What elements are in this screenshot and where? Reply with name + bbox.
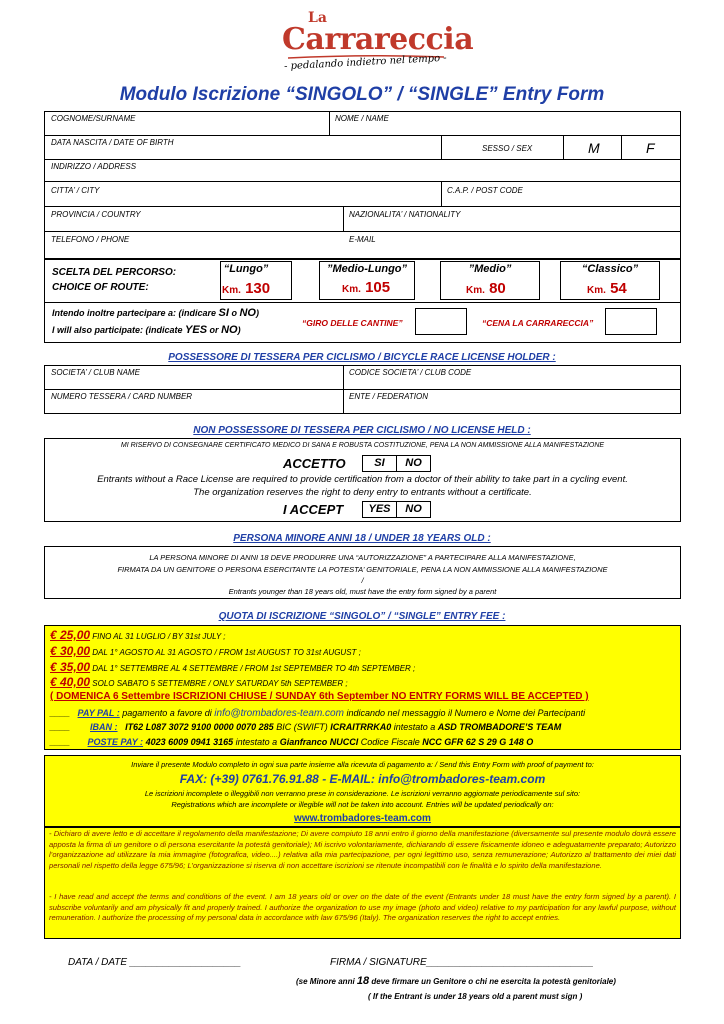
extras-it-text: Intendo inoltre partecipare a: (indicare SI o NO) — [52, 307, 259, 319]
no-license-en-text2: The organization reserves the right to deny entry to entrants without a certificate. — [193, 487, 532, 498]
minor-line2: FIRMATA DA UN GENITORE O PERSONA ESERCITANTE LA POTESTA’ GENITORIALE, PENA LA NON AMMISSIONE ALLA MANIFESTAZIONE — [117, 565, 608, 574]
sex-m-option[interactable]: M — [588, 140, 600, 156]
route-name: “Lungo” — [223, 263, 269, 275]
logo-la: La — [308, 10, 327, 26]
accetto-label: ACCETTO — [283, 456, 346, 471]
minor-line1: LA PERSONA MINORE DI ANNI 18 DEVE PRODURRE UNA “AUTORIZZAZIONE” A PARTECIPARE ALLA MANIFESTAZIONE, — [149, 553, 576, 562]
logo-tagline: - pedalando indietro nel tempo - — [283, 52, 447, 73]
email-field[interactable]: E-MAIL — [349, 235, 376, 244]
website-link[interactable]: www.trombadores-team.com — [294, 813, 431, 824]
city-field[interactable]: CITTA’ / CITY — [51, 186, 100, 195]
closed-notice: ( DOMENICA 6 Settembre ISCRIZIONI CHIUSE / SUNDAY 6th September NO ENTRY FORMS WILL BE ACCEPTED ) — [50, 691, 589, 702]
event-giro-cantine: “GIRO DELLE CANTINE” — [302, 318, 403, 328]
sex-label: SESSO / SEX — [482, 144, 533, 153]
club-code-field[interactable]: CODICE SOCIETA’ / CLUB CODE — [349, 368, 472, 377]
logo — [280, 8, 474, 73]
event-cena: “CENA LA CARRARECCIA” — [482, 318, 594, 328]
minor-line4: Entrants younger than 18 years old, must have the entry form signed by a parent — [228, 587, 497, 596]
page-title: Modulo Iscrizione “SINGOLO” / “SINGLE” Entry Form — [119, 84, 605, 105]
date-field[interactable]: DATA / DATE ____________________ — [68, 957, 242, 968]
fee-row: € 40,00 SOLO SABATO 5 SETTEMBRE / ONLY SATURDAY 5th SEPTEMBER ; — [50, 675, 348, 689]
send-contact: FAX: (+39) 0761.76.91.88 - E-MAIL: info@trombadores-team.com — [179, 772, 546, 786]
fee-row: € 30,00 DAL 1° AGOSTO AL 31 AGOSTO / FROM 1st AUGUST TO 31st AUGUST ; — [50, 644, 361, 658]
i-accept-no-label: NO — [405, 503, 422, 515]
route-km: Km. 130 — [222, 280, 271, 297]
route-label-en: CHOICE OF ROUTE: — [52, 282, 149, 293]
postepay-row: ____ POSTE PAY : 4023 6009 0941 3165 intestato a Gianfranco NUCCI Codice Fiscale NCC GFR 62 S 29 G 148 O — [50, 737, 534, 747]
dob-field[interactable]: DATA NASCITA / DATE OF BIRTH — [51, 138, 174, 147]
send-line3: Le iscrizioni incomplete o illeggibili non verranno prese in considerazione. Le iscrizioni verranno aggiornate periodicamente sul sito: — [144, 789, 581, 798]
route-name: “Classico” — [581, 263, 639, 275]
card-number-field[interactable]: NUMERO TESSERA / CARD NUMBER — [51, 392, 193, 401]
phone-field[interactable]: TELEFONO / PHONE — [51, 235, 130, 244]
logo-name: Carrareccia — [282, 22, 474, 57]
fee-heading: QUOTA DI ISCRIZIONE “SINGOLO” / “SINGLE” ENTRY FEE : — [218, 611, 506, 622]
name-field[interactable]: NOME / NAME — [335, 114, 389, 123]
federation-field[interactable]: ENTE / FEDERATION — [349, 392, 428, 401]
no-license-it-text: MI RISERVO DI CONSEGNARE CERTIFICATO MEDICO DI SANA E ROBUSTA COSTITUZIONE, PENA LA NON AMMISSIONE ALLA MANIFESTAZIONE — [120, 442, 605, 449]
accetto-si-label: SI — [374, 457, 385, 469]
i-accept-yes-label: YES — [368, 503, 391, 515]
signature-note2: ( If the Entrant is under 18 years old a parent must sign ) — [368, 992, 583, 1001]
route-km: Km. 105 — [342, 279, 391, 296]
iban-row: ____ IBAN : IT62 L087 3072 9100 0000 0070 285 BIC (SWIFT) ICRAITRRKA0 intestato a ASD TROMBADORE’S TEAM — [50, 722, 562, 732]
disclaimer-en: - I have read and accept the terms and conditions of the event. I am 18 years old or over on the date of the event (Entrants under 18 must have the entry form signed by a parent). I subscribe voluntarily and am physically fit and properly trained. I authorize the organization to use my image (photo and video) relative to my participation for any lawful purpose, without remuneration. I authorize the processing of my personal data in accordance with law 675/96 (Italy). The organization reserves the right to accept entries. — [49, 892, 676, 922]
route-km: Km. 80 — [466, 280, 506, 297]
paypal-row: ____ PAY PAL : pagamento a favore di info@trombadores-team.com indicando nel messaggio il Numero e Nome dei Partecipanti — [50, 708, 586, 719]
address-field[interactable]: INDIRIZZO / ADDRESS — [51, 162, 137, 171]
route-km: Km. 54 — [587, 280, 627, 297]
i-accept-label: I ACCEPT — [283, 502, 344, 517]
club-name-field[interactable]: SOCIETA’ / CLUB NAME — [51, 368, 140, 377]
sex-f-option[interactable]: F — [646, 140, 655, 156]
license-heading: POSSESSORE DI TESSERA PER CICLISMO / BICYCLE RACE LICENSE HOLDER : — [168, 352, 556, 363]
extras-en-text: I will also participate: (indicate YES or NO) — [52, 324, 241, 336]
province-field[interactable]: PROVINCIA / COUNTRY — [51, 210, 141, 219]
fee-row: € 35,00 DAL 1° SETTEMBRE AL 4 SETTEMBRE / FROM 1st SEPTEMBER TO 4th SEPTEMBER ; — [50, 660, 416, 674]
surname-field[interactable]: COGNOME/SURNAME — [51, 114, 136, 123]
route-name: ”Medio” — [468, 263, 512, 275]
no-license-en-text1: Entrants without a Race License are required to provide certification from a doctor of their ability to take part in a cycling event. — [97, 474, 628, 485]
route-label-it: SCELTA DEL PERCORSO: — [52, 267, 177, 278]
cena-checkbox[interactable] — [605, 308, 657, 335]
disclaimer-it: - Dichiaro di avere letto e di accettare il regolamento della manifestazione; Di avere compiuto 18 anni entro il giorno della manifestazione (diversamente sul presente modulo dovrà essere apposta la firma di un genitore o di persona esercitante la potestà genitoriale); Mi iscrivo volontariamente, dichiarando di essere fisicamente idoneo e adeguatamente preparato; Autorizzo l’organizzazione ad utilizzare la mia immagine (fotografica, video....) relativa alla mia partecipazione, per ogni legittimo uso, senza remunerazione; Autorizzo al trattamento dei miei dati personali nel rispetto della legge 675/96; L’organizzazione si riserva di non accettare iscrizioni se ritenute incompatibili con le finalità e lo spirito della manifestazione. — [49, 829, 676, 870]
minor-heading: PERSONA MINORE ANNI 18 / UNDER 18 YEARS OLD : — [233, 533, 491, 544]
fee-row: € 25,00 FINO AL 31 LUGLIO / BY 31st JULY ; — [50, 628, 226, 642]
minor-line3: / — [361, 576, 364, 585]
signature-field[interactable]: FIRMA / SIGNATURE______________________________ — [330, 957, 594, 968]
signature-note1: (se Minore anni 18 deve firmare un Genitore o chi ne esercita la potestà genitoriale) — [296, 975, 616, 987]
no-license-heading: NON POSSESSORE DI TESSERA PER CICLISMO / NO LICENSE HELD : — [193, 425, 531, 436]
postcode-field[interactable]: C.A.P. / POST CODE — [447, 186, 523, 195]
send-line4: Registrations which are incomplete or illegible will not be taken into account. Entries will be updated periodically on: — [171, 800, 554, 809]
giro-cantine-checkbox[interactable] — [415, 308, 467, 335]
accetto-no-label: NO — [405, 457, 422, 469]
nationality-field[interactable]: NAZIONALITA’ / NATIONALITY — [349, 210, 461, 219]
route-name: ”Medio-Lungo” — [326, 263, 408, 275]
send-line1: Inviare il presente Modulo completo in ogni sua parte insieme alla ricevuta di pagamento a: / Send this Entry Form with proof of payment to: — [131, 760, 594, 769]
